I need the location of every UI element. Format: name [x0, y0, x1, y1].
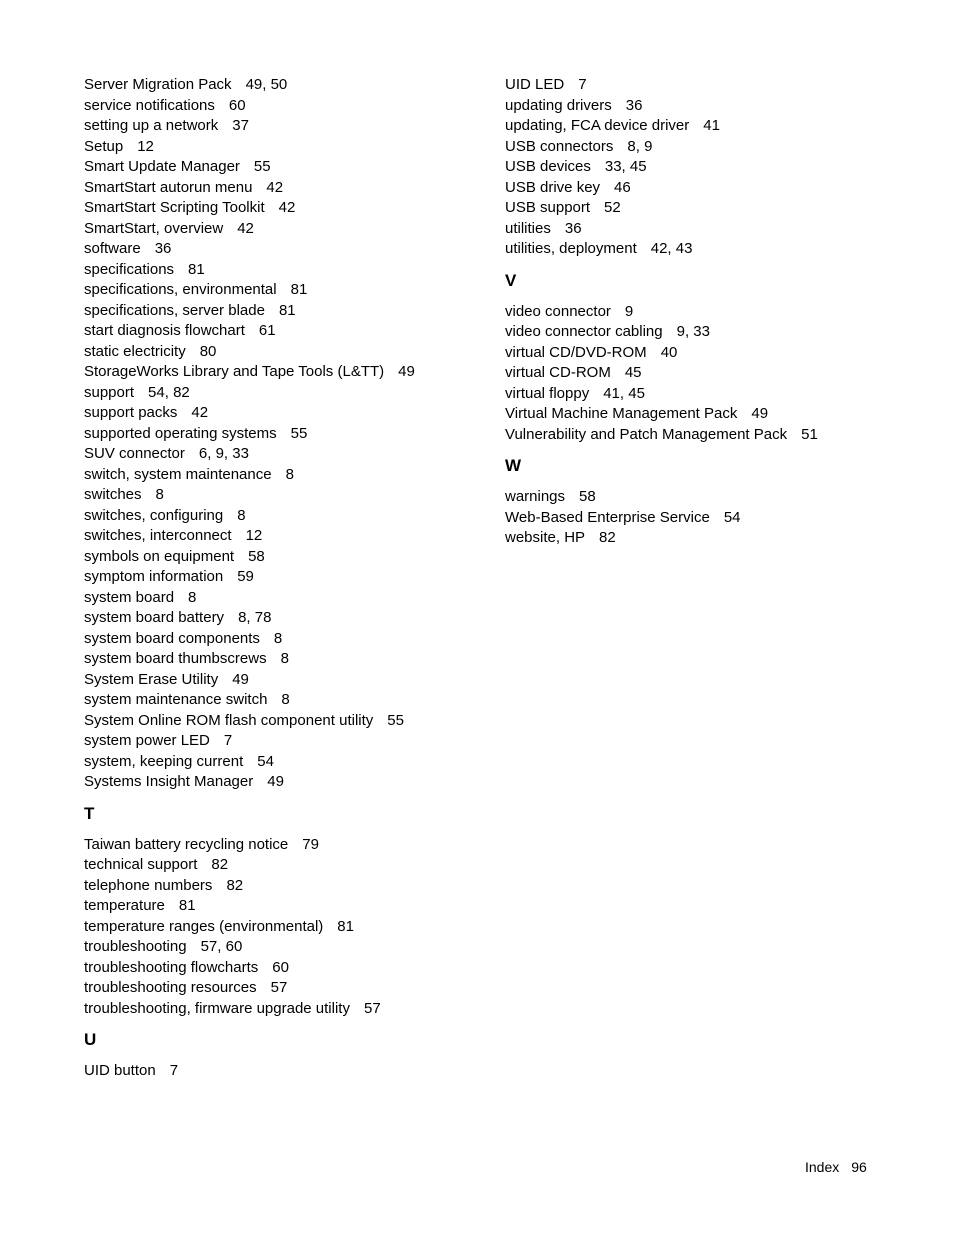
index-entry-list [505, 75, 925, 260]
index-entry [505, 157, 925, 178]
index-term: System Erase Utility [84, 670, 219, 688]
index-entry [84, 75, 484, 96]
index-entry [84, 547, 484, 568]
index-entry [505, 198, 925, 219]
index-entry [505, 363, 925, 384]
index-entry [84, 157, 484, 178]
index-term: system board components [84, 629, 260, 647]
index-term: system power LED [84, 732, 210, 749]
index-term: troubleshooting [84, 938, 187, 955]
index-entry [84, 772, 484, 793]
index-page-refs: 8, 9 [627, 137, 653, 155]
index-page-refs: 54, 82 [148, 383, 190, 401]
index-page-refs: 7 [169, 1062, 179, 1079]
index-entry [84, 711, 484, 732]
index-entry [505, 487, 925, 508]
index-term: switches, interconnect [84, 527, 232, 544]
index-entry [84, 96, 484, 117]
index-page-refs: 81 [278, 301, 296, 319]
index-page-refs: 8 [285, 465, 294, 483]
index-page-refs: 41 [703, 117, 720, 134]
index-page-refs: 8 [281, 691, 290, 708]
index-page-refs: 58 [579, 488, 596, 505]
index-entry [505, 219, 925, 240]
index-term: website, HP [505, 529, 586, 546]
index-entry [84, 342, 484, 363]
index-page-refs: 55 [387, 711, 404, 729]
index-entry-list [84, 835, 484, 1020]
index-page-refs: 82 [211, 856, 229, 873]
index-page-refs: 45 [624, 364, 642, 381]
index-page-refs: 55 [253, 158, 271, 175]
index-term: utilities, deployment [505, 240, 637, 257]
index-entry [84, 752, 484, 773]
index-term: temperature [84, 897, 165, 914]
index-page-refs: 9, 33 [676, 323, 710, 340]
index-page-refs: 42, 43 [650, 240, 693, 257]
index-entry [505, 137, 925, 158]
index-page-refs: 81 [188, 260, 205, 278]
index-entry [505, 239, 925, 260]
index-term: symptom information [84, 568, 224, 585]
index-entry [84, 506, 484, 527]
index-page-refs: 36 [154, 240, 172, 257]
index-term: static electricity [84, 342, 186, 360]
index-entry [84, 629, 484, 650]
index-entry [505, 116, 925, 137]
index-term: Smart Update Manager [84, 158, 240, 175]
index-page-refs: 57 [270, 979, 288, 996]
index-entry-list [84, 75, 484, 793]
index-term: support [84, 383, 135, 401]
index-term: supported operating systems [84, 424, 277, 442]
index-term: StorageWorks Library and Tape Tools (L&TT) [84, 363, 385, 380]
index-entry [84, 999, 484, 1020]
index-page-refs: 42 [191, 404, 209, 421]
index-entry [84, 670, 484, 691]
index-page-refs: 42 [266, 178, 284, 196]
index-term: troubleshooting flowcharts [84, 958, 259, 976]
index-entry [505, 404, 925, 425]
index-page-refs: 51 [801, 425, 818, 443]
index-page-refs: 8 [155, 486, 164, 503]
index-term: technical support [84, 856, 198, 873]
index-term: USB devices [505, 158, 591, 175]
index-term: system board battery [84, 609, 225, 626]
index-entry [84, 403, 484, 424]
index-term: virtual floppy [505, 384, 590, 402]
index-page-refs: 42 [237, 219, 254, 237]
index-page-refs: 9 [624, 302, 634, 320]
index-entry [84, 937, 484, 958]
index-page-refs: 12 [137, 137, 154, 155]
index-entry-list [84, 1061, 484, 1082]
index-term: system board [84, 588, 175, 606]
index-term: System Online ROM flash component utility [84, 711, 374, 729]
index-section [84, 804, 484, 1020]
index-page-refs: 61 [258, 322, 276, 339]
index-page-refs: 49, 50 [245, 76, 288, 93]
index-term: specifications, server blade [84, 301, 265, 319]
index-page-refs: 79 [302, 835, 319, 853]
index-page-refs: 81 [290, 281, 308, 298]
index-page-refs: 49 [267, 773, 284, 790]
index-page-refs: 54 [723, 508, 741, 526]
index-entry [84, 835, 484, 856]
index-entry [505, 508, 925, 529]
index-page-refs: 7 [223, 732, 233, 749]
index-entry [84, 876, 484, 897]
index-page-refs: 82 [599, 529, 616, 546]
index-entry [84, 198, 484, 219]
index-page-refs: 8 [237, 506, 246, 524]
index-page-refs: 36 [564, 219, 582, 237]
index-term: system, keeping current [84, 752, 244, 770]
index-column-right [505, 75, 925, 549]
index-page-refs: 49 [232, 670, 249, 688]
index-column-left [84, 75, 484, 1082]
index-term: software [84, 240, 141, 257]
index-section [505, 456, 925, 549]
index-entry [84, 137, 484, 158]
index-page-refs: 58 [248, 547, 265, 565]
index-entry [84, 116, 484, 137]
index-term: setting up a network [84, 117, 219, 134]
index-term: Taiwan battery recycling notice [84, 835, 289, 853]
index-section [84, 1030, 484, 1082]
index-term: system board thumbscrews [84, 650, 267, 667]
index-term: switch, system maintenance [84, 465, 272, 483]
index-page-refs: 42 [278, 199, 296, 216]
section-letter-heading: U [84, 1030, 97, 1049]
index-entry [84, 362, 484, 383]
index-term: start diagnosis flowchart [84, 322, 245, 339]
index-entry-list [505, 302, 925, 446]
index-entry [84, 855, 484, 876]
index-page-refs: 8, 78 [238, 609, 272, 626]
index-term: USB drive key [505, 178, 601, 196]
index-page-refs: 57, 60 [200, 938, 243, 955]
index-entry [84, 958, 484, 979]
index-section [505, 75, 925, 260]
index-term: SmartStart, overview [84, 219, 224, 237]
index-entry [84, 485, 484, 506]
page-footer [805, 1157, 867, 1177]
index-section [84, 75, 484, 793]
index-term: SmartStart Scripting Toolkit [84, 199, 265, 216]
index-page-refs: 33, 45 [604, 158, 647, 175]
index-term: updating, FCA device driver [505, 117, 690, 134]
index-term: updating drivers [505, 96, 612, 114]
index-term: video connector cabling [505, 323, 663, 340]
index-term: Vulnerability and Patch Management Pack [505, 425, 788, 443]
index-entry [505, 425, 925, 446]
index-term: specifications, environmental [84, 281, 277, 298]
index-term: video connector [505, 302, 611, 320]
index-term: SUV connector [84, 445, 185, 462]
index-entry [84, 588, 484, 609]
index-page-refs: 60 [272, 958, 289, 976]
index-page-refs: 12 [245, 527, 263, 544]
index-entry [84, 608, 484, 629]
index-page-refs: 40 [660, 343, 678, 361]
index-term: virtual CD-ROM [505, 364, 611, 381]
index-term: utilities [505, 219, 551, 237]
index-page-refs: 57 [363, 999, 381, 1017]
index-entry [84, 301, 484, 322]
index-entry [84, 178, 484, 199]
index-page-refs: 8 [188, 588, 197, 606]
index-term: switches [84, 486, 142, 503]
index-page-refs: 6, 9, 33 [198, 445, 249, 462]
index-entry [84, 567, 484, 588]
index-page-refs: 55 [290, 424, 308, 442]
index-entry [84, 424, 484, 445]
section-letter-heading: T [84, 803, 95, 823]
index-page-refs: 41, 45 [603, 384, 645, 402]
index-term: Systems Insight Manager [84, 773, 254, 790]
index-page-refs: 52 [604, 199, 621, 216]
index-entry [84, 526, 484, 547]
index-entry [84, 383, 484, 404]
index-term: Virtual Machine Management Pack [505, 405, 738, 422]
index-entry [505, 178, 925, 199]
index-section [505, 271, 925, 446]
index-entry [505, 96, 925, 117]
index-entry [84, 239, 484, 260]
index-entry [84, 465, 484, 486]
index-term: troubleshooting, firmware upgrade utility [84, 999, 350, 1017]
index-term: virtual CD/DVD-ROM [505, 343, 647, 361]
index-page-refs: 49 [751, 405, 769, 422]
index-page-refs: 7 [578, 76, 587, 93]
index-term: Server Migration Pack [84, 76, 232, 93]
index-entry [505, 75, 925, 96]
index-term: system maintenance switch [84, 691, 268, 708]
section-letter-heading: V [505, 270, 517, 290]
index-entry-list [505, 487, 925, 549]
index-term: specifications [84, 260, 175, 278]
index-entry [84, 917, 484, 938]
index-entry [505, 322, 925, 343]
index-page-refs: 46 [614, 178, 631, 196]
index-entry [505, 384, 925, 405]
index-entry [84, 690, 484, 711]
index-entry [84, 731, 484, 752]
index-entry [84, 321, 484, 342]
index-entry [84, 1061, 484, 1082]
index-entry [505, 302, 925, 323]
index-term: USB support [505, 199, 591, 216]
index-page-refs: 37 [232, 117, 249, 134]
index-term: telephone numbers [84, 876, 213, 894]
index-entry [84, 444, 484, 465]
index-entry [84, 260, 484, 281]
index-page-refs: 49 [398, 363, 415, 380]
index-page-refs: 60 [228, 96, 246, 114]
index-entry [84, 219, 484, 240]
index-entry [84, 280, 484, 301]
index-term: warnings [505, 488, 566, 505]
index-term: Web-Based Enterprise Service [505, 508, 710, 526]
index-page-refs: 81 [178, 897, 196, 914]
index-page-refs: 8 [280, 650, 289, 667]
index-entry [84, 896, 484, 917]
index-term: UID button [84, 1062, 156, 1079]
index-term: SmartStart autorun menu [84, 178, 253, 196]
footer-page-number: 96 [851, 1159, 867, 1175]
index-page-refs: 59 [237, 568, 254, 585]
section-letter-heading: W [505, 456, 522, 475]
index-page-refs: 36 [625, 96, 643, 114]
index-page-refs: 81 [337, 917, 354, 935]
index-page-refs: 82 [226, 876, 244, 894]
index-term: support packs [84, 404, 178, 421]
index-term: symbols on equipment [84, 547, 235, 565]
index-entry [505, 528, 925, 549]
index-term: service notifications [84, 96, 215, 114]
index-page-refs: 80 [199, 342, 217, 360]
index-page-refs: 8 [273, 629, 283, 647]
index-term: USB connectors [505, 137, 614, 155]
index-term: UID LED [505, 76, 565, 93]
index-entry [505, 343, 925, 364]
footer-label: Index [805, 1159, 840, 1175]
index-term: temperature ranges (environmental) [84, 917, 324, 935]
index-term: switches, configuring [84, 506, 224, 524]
index-page-refs: 54 [257, 752, 274, 770]
index-entry [84, 978, 484, 999]
index-term: troubleshooting resources [84, 979, 257, 996]
index-entry [84, 649, 484, 670]
index-term: Setup [84, 137, 124, 155]
